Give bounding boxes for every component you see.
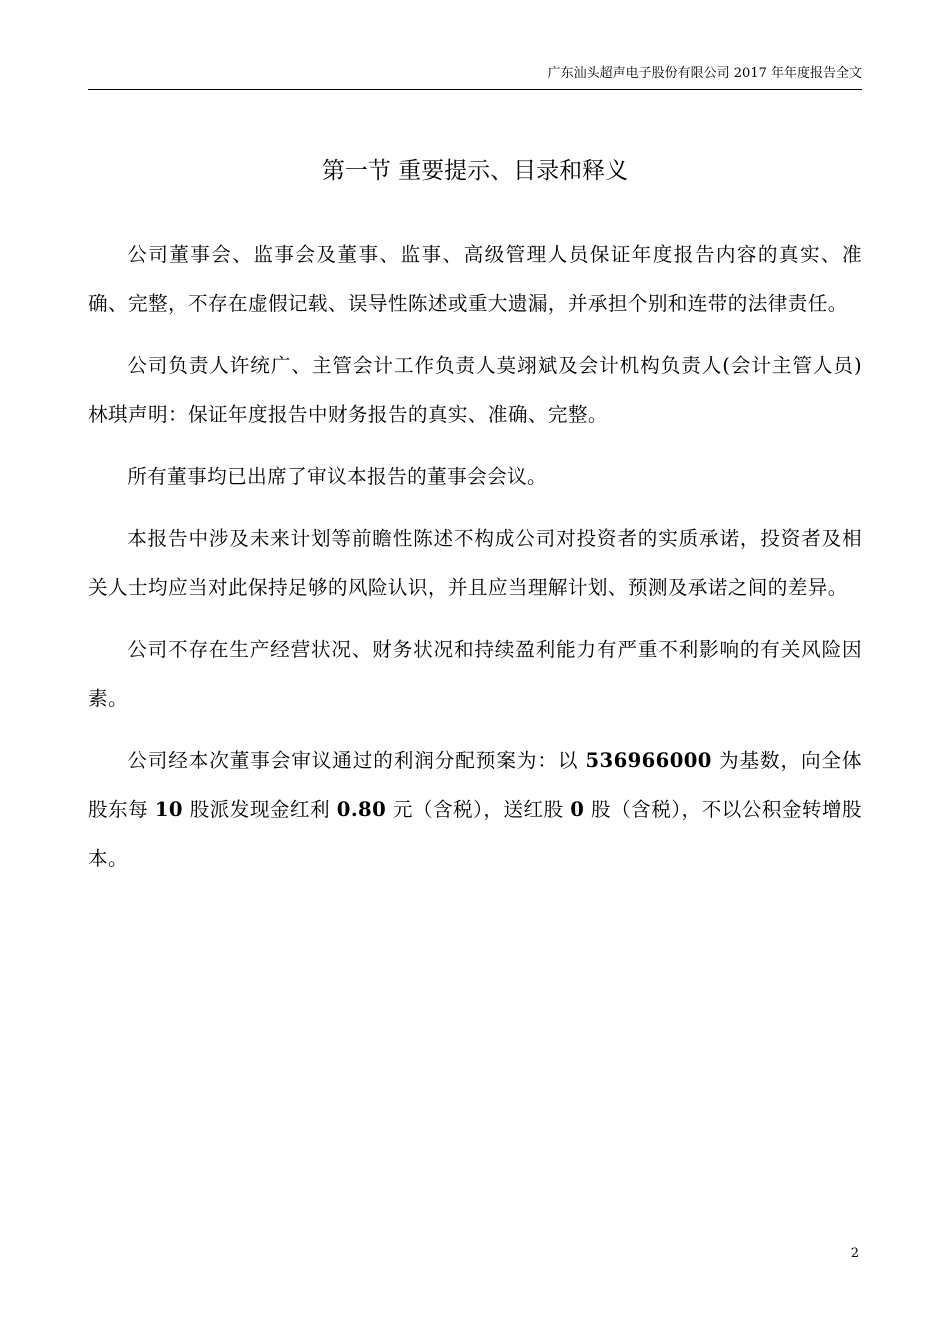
distribution-text-2: 为基数，向全体股东每 [88,749,862,821]
paragraph-forward-looking: 本报告中涉及未来计划等前瞻性陈述不构成公司对投资者的实质承诺，投资者及相关人士均应当对此保持足够的风险认识，并且应当理解计划、预测及承诺之间的差异。 [88,527,862,599]
body-content [88,230,862,896]
paragraph-profit-distribution [88,736,862,883]
paragraph-risk-factors: 公司不存在生产经营状况、财务状况和持续盈利能力有严重不利影响的有关风险因素。 [88,638,862,710]
distribution-text-4: 元（含税），送红股 [386,798,571,821]
running-header-title: 广东汕头超声电子股份有限公司 2017 年年度报告全文 [547,66,862,81]
page-header [88,64,862,90]
paragraph-responsible-persons: 公司负责人许统广、主管会计工作负责人莫翊斌及会计机构负责人(会计主管人员)林琪声明：保证年度报告中财务报告的真实、准确、完整。 [88,354,862,426]
distribution-text-3: 股派发现金红利 [182,798,337,821]
cash-dividend-amount: 0.80 [336,798,387,821]
distribution-text-1: 公司经本次董事会审议通过的利润分配预案为：以 [127,749,586,772]
page-number: 2 [850,1246,859,1261]
paragraph-directors-attendance: 所有董事均已出席了审议本报告的董事会会议。 [127,465,548,488]
per-share-unit: 10 [154,798,183,821]
distribution-text-5: 股（含税），不以公积金转增股本。 [88,798,862,870]
paragraph-board-guarantee: 公司董事会、监事会及董事、监事、高级管理人员保证年度报告内容的真实、准确、完整，不存在虚假记载、误导性陈述或重大遗漏，并承担个别和连带的法律责任。 [88,243,862,315]
bonus-share-count: 0 [570,798,585,821]
base-share-count: 536966000 [585,749,712,772]
section-title: 第一节 重要提示、目录和释义 [321,158,629,184]
